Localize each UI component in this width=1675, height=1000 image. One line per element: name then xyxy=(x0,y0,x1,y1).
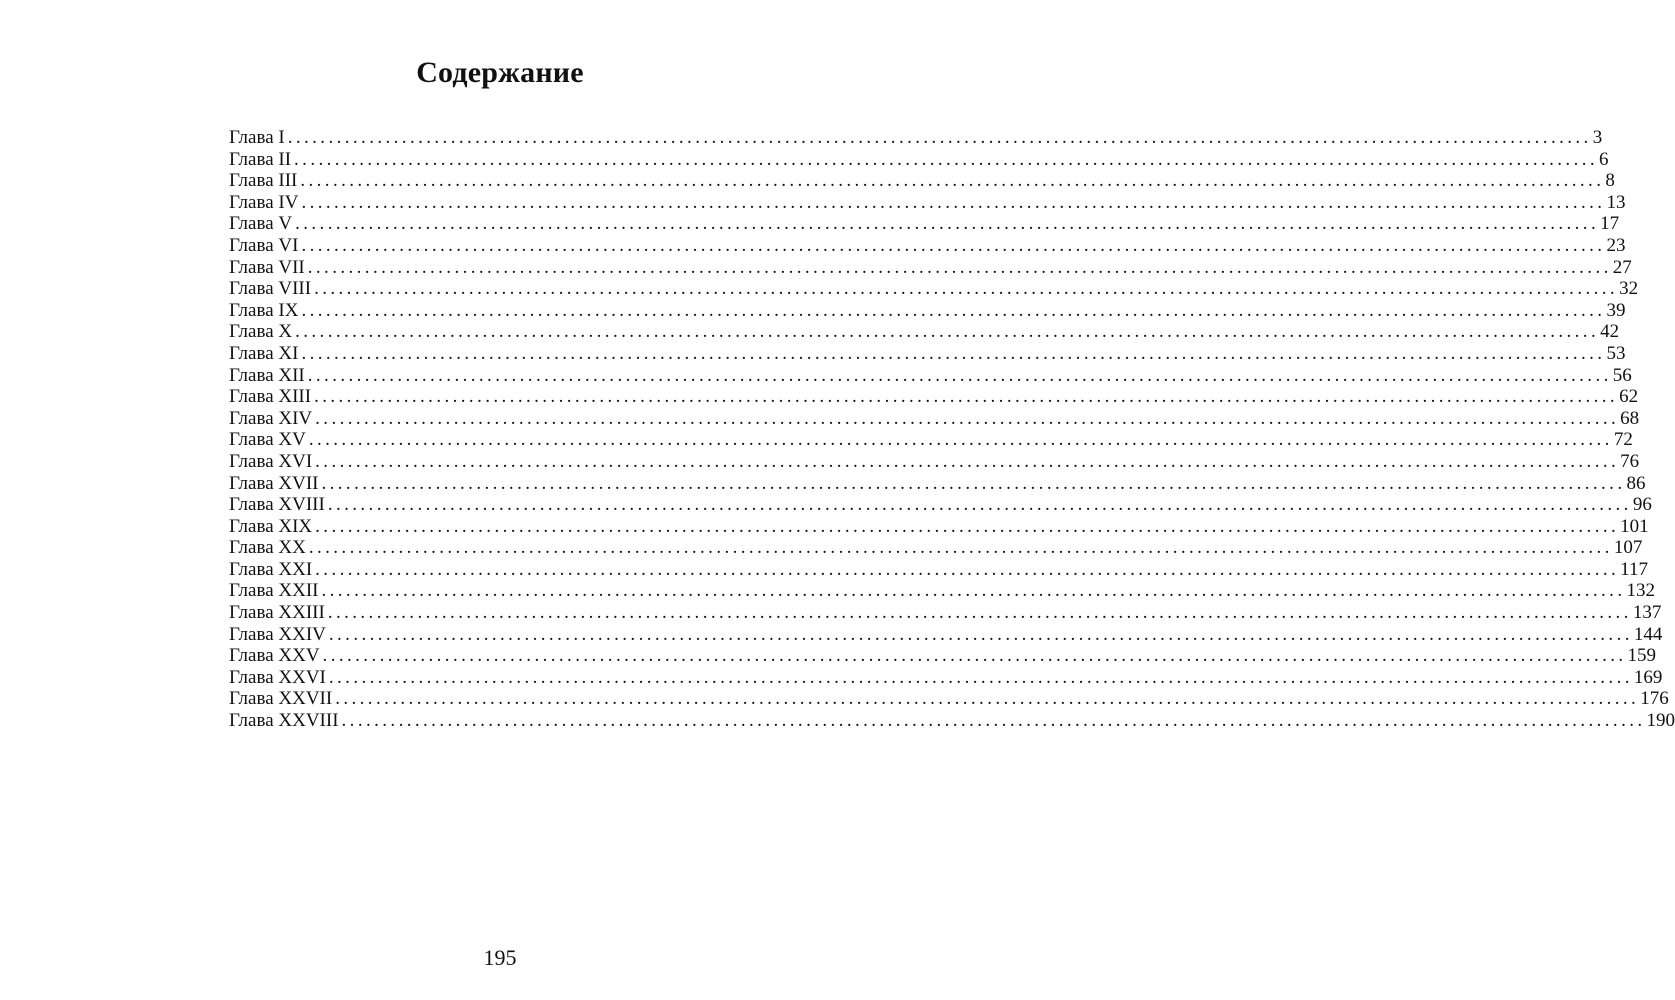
dot-leader: ................................................................................................................................................................ xyxy=(335,688,1640,710)
toc-entry xyxy=(229,623,1663,646)
toc-entry-page: 53 xyxy=(1606,342,1626,364)
toc-entry xyxy=(229,407,1640,430)
toc-entry-label: Глава XXIV xyxy=(229,623,326,645)
toc-entry-page: 42 xyxy=(1600,321,1620,343)
toc-entry-page: 17 xyxy=(1600,213,1620,235)
toc-entry xyxy=(229,191,1626,214)
page-number: 195 xyxy=(483,945,517,970)
dot-leader: ................................................................................................................................................................ xyxy=(308,537,1613,559)
toc-entry-label: Глава XVII xyxy=(229,472,319,494)
dot-leader: ................................................................................................................................................................ xyxy=(322,645,1627,667)
table-of-contents xyxy=(229,127,1675,732)
dot-leader: ................................................................................................................................................................ xyxy=(328,623,1633,645)
toc-entry xyxy=(229,278,1639,300)
toc-entry-page: 159 xyxy=(1627,645,1657,667)
page-title: Содержание xyxy=(416,56,584,89)
dot-leader: ................................................................................................................................................................ xyxy=(321,580,1626,602)
toc-entry xyxy=(229,213,1620,235)
toc-entry xyxy=(229,645,1657,667)
toc-entry-page: 68 xyxy=(1620,407,1640,429)
toc-entry-label: Глава I xyxy=(229,127,285,148)
toc-entry-page: 96 xyxy=(1632,494,1652,516)
toc-entry-label: Глава XII xyxy=(229,364,305,386)
toc-entry-page: 72 xyxy=(1613,429,1633,451)
toc-entry-page: 6 xyxy=(1599,148,1609,170)
toc-entry xyxy=(229,234,1626,257)
toc-entry-page: 3 xyxy=(1592,127,1603,148)
toc-entry-label: Глава XVI xyxy=(229,450,313,472)
toc-entry xyxy=(229,666,1663,689)
dot-leader: ................................................................................................................................................................ xyxy=(315,407,1620,429)
dot-leader: ................................................................................................................................................................ xyxy=(315,515,1620,537)
toc-entry xyxy=(229,602,1662,624)
toc-entry-label: Глава XIII xyxy=(229,386,312,408)
toc-entry-label: Глава XXV xyxy=(229,645,320,667)
toc-entry-page: 107 xyxy=(1613,537,1643,559)
toc-entry-page: 8 xyxy=(1605,170,1615,192)
toc-entry xyxy=(229,515,1649,538)
toc-entry-page: 27 xyxy=(1612,256,1632,278)
toc-entry-label: Глава III xyxy=(229,170,298,192)
toc-entry xyxy=(229,299,1626,322)
dot-leader: ................................................................................................................................................................ xyxy=(301,299,1606,321)
dot-leader: ................................................................................................................................................................ xyxy=(314,278,1619,300)
toc-entry xyxy=(229,429,1633,451)
toc-entry-page: 62 xyxy=(1619,386,1639,408)
toc-entry-page: 39 xyxy=(1606,299,1626,321)
toc-entry-label: Глава XI xyxy=(229,342,299,364)
toc-entry-page: 169 xyxy=(1633,666,1663,688)
toc-entry-label: Глава II xyxy=(229,148,292,170)
toc-entry-label: Глава XIX xyxy=(229,515,313,537)
toc-entry xyxy=(229,148,1609,171)
toc-entry-page: 13 xyxy=(1606,191,1626,213)
toc-entry xyxy=(229,256,1632,279)
toc-entry-page: 137 xyxy=(1632,602,1662,624)
dot-leader: ................................................................................................................................................................ xyxy=(327,602,1632,624)
toc-entry xyxy=(229,170,1615,192)
toc-entry-page: 117 xyxy=(1620,558,1648,580)
toc-entry-label: Глава XVIII xyxy=(229,494,325,516)
toc-entry xyxy=(229,386,1639,408)
toc-entry-page: 86 xyxy=(1626,472,1646,494)
toc-entry-page: 190 xyxy=(1646,710,1675,732)
dot-leader: ................................................................................................................................................................ xyxy=(301,191,1606,213)
dot-leader: ................................................................................................................................................................ xyxy=(315,558,1620,580)
dot-leader: ................................................................................................................................................................ xyxy=(307,364,1612,386)
toc-entry-page: 101 xyxy=(1620,515,1649,537)
toc-entry-page: 32 xyxy=(1619,278,1639,300)
dot-leader: ................................................................................................................................................................ xyxy=(328,666,1633,688)
toc-entry-page: 23 xyxy=(1606,234,1626,256)
dot-leader: ................................................................................................................................................................ xyxy=(295,213,1600,235)
toc-entry xyxy=(229,472,1646,495)
toc-entry xyxy=(229,580,1655,602)
toc-entry-label: Глава X xyxy=(229,321,293,343)
toc-entry xyxy=(229,450,1640,473)
toc-entry xyxy=(229,127,1603,149)
toc-entry xyxy=(229,342,1626,365)
toc-entry xyxy=(229,710,1675,732)
toc-entry-label: Глава XIV xyxy=(229,407,313,429)
toc-entry-label: Глава XX xyxy=(229,537,306,559)
toc-entry-label: Глава XV xyxy=(229,429,306,451)
toc-entry xyxy=(229,494,1652,516)
dot-leader: ................................................................................................................................................................ xyxy=(301,234,1606,256)
toc-entry xyxy=(229,321,1620,343)
toc-entry-label: Глава XXVIII xyxy=(229,710,339,732)
toc-entry xyxy=(229,558,1648,581)
dot-leader: ................................................................................................................................................................ xyxy=(294,148,1599,170)
dot-leader: ................................................................................................................................................................ xyxy=(307,256,1612,278)
toc-entry-label: Глава IV xyxy=(229,191,299,213)
toc-entry-label: Глава IX xyxy=(229,299,299,321)
toc-entry-label: Глава XXIII xyxy=(229,602,325,624)
dot-leader: ................................................................................................................................................................ xyxy=(321,472,1626,494)
toc-entry xyxy=(229,688,1669,710)
toc-entry xyxy=(229,364,1632,387)
dot-leader: ................................................................................................................................................................ xyxy=(341,710,1646,732)
toc-entry-page: 76 xyxy=(1620,450,1640,472)
toc-entry-label: Глава XXII xyxy=(229,580,319,602)
toc-entry-label: Глава VIII xyxy=(229,278,312,300)
toc-entry-label: Глава VII xyxy=(229,256,305,278)
dot-leader: ................................................................................................................................................................ xyxy=(327,494,1632,516)
dot-leader: ................................................................................................................................................................ xyxy=(300,170,1605,192)
toc-entry-label: Глава XXVII xyxy=(229,688,333,710)
toc-entry-label: Глава XXI xyxy=(229,558,313,580)
toc-entry-label: Глава XXVI xyxy=(229,666,326,688)
toc-entry-page: 132 xyxy=(1626,580,1655,602)
toc-entry xyxy=(229,537,1643,559)
dot-leader: ................................................................................................................................................................ xyxy=(301,342,1606,364)
toc-entry-page: 144 xyxy=(1633,623,1663,645)
toc-entry-label: Глава VI xyxy=(229,234,299,256)
dot-leader: ................................................................................................................................................................ xyxy=(308,429,1613,451)
dot-leader: ................................................................................................................................................................ xyxy=(295,321,1600,343)
dot-leader: ................................................................................................................................................................ xyxy=(314,386,1619,408)
toc-entry-page: 176 xyxy=(1640,688,1669,710)
dot-leader: ................................................................................................................................................................ xyxy=(287,127,1592,148)
toc-entry-label: Глава V xyxy=(229,213,293,235)
toc-entry-page: 56 xyxy=(1612,364,1632,386)
dot-leader: ................................................................................................................................................................ xyxy=(315,450,1620,472)
